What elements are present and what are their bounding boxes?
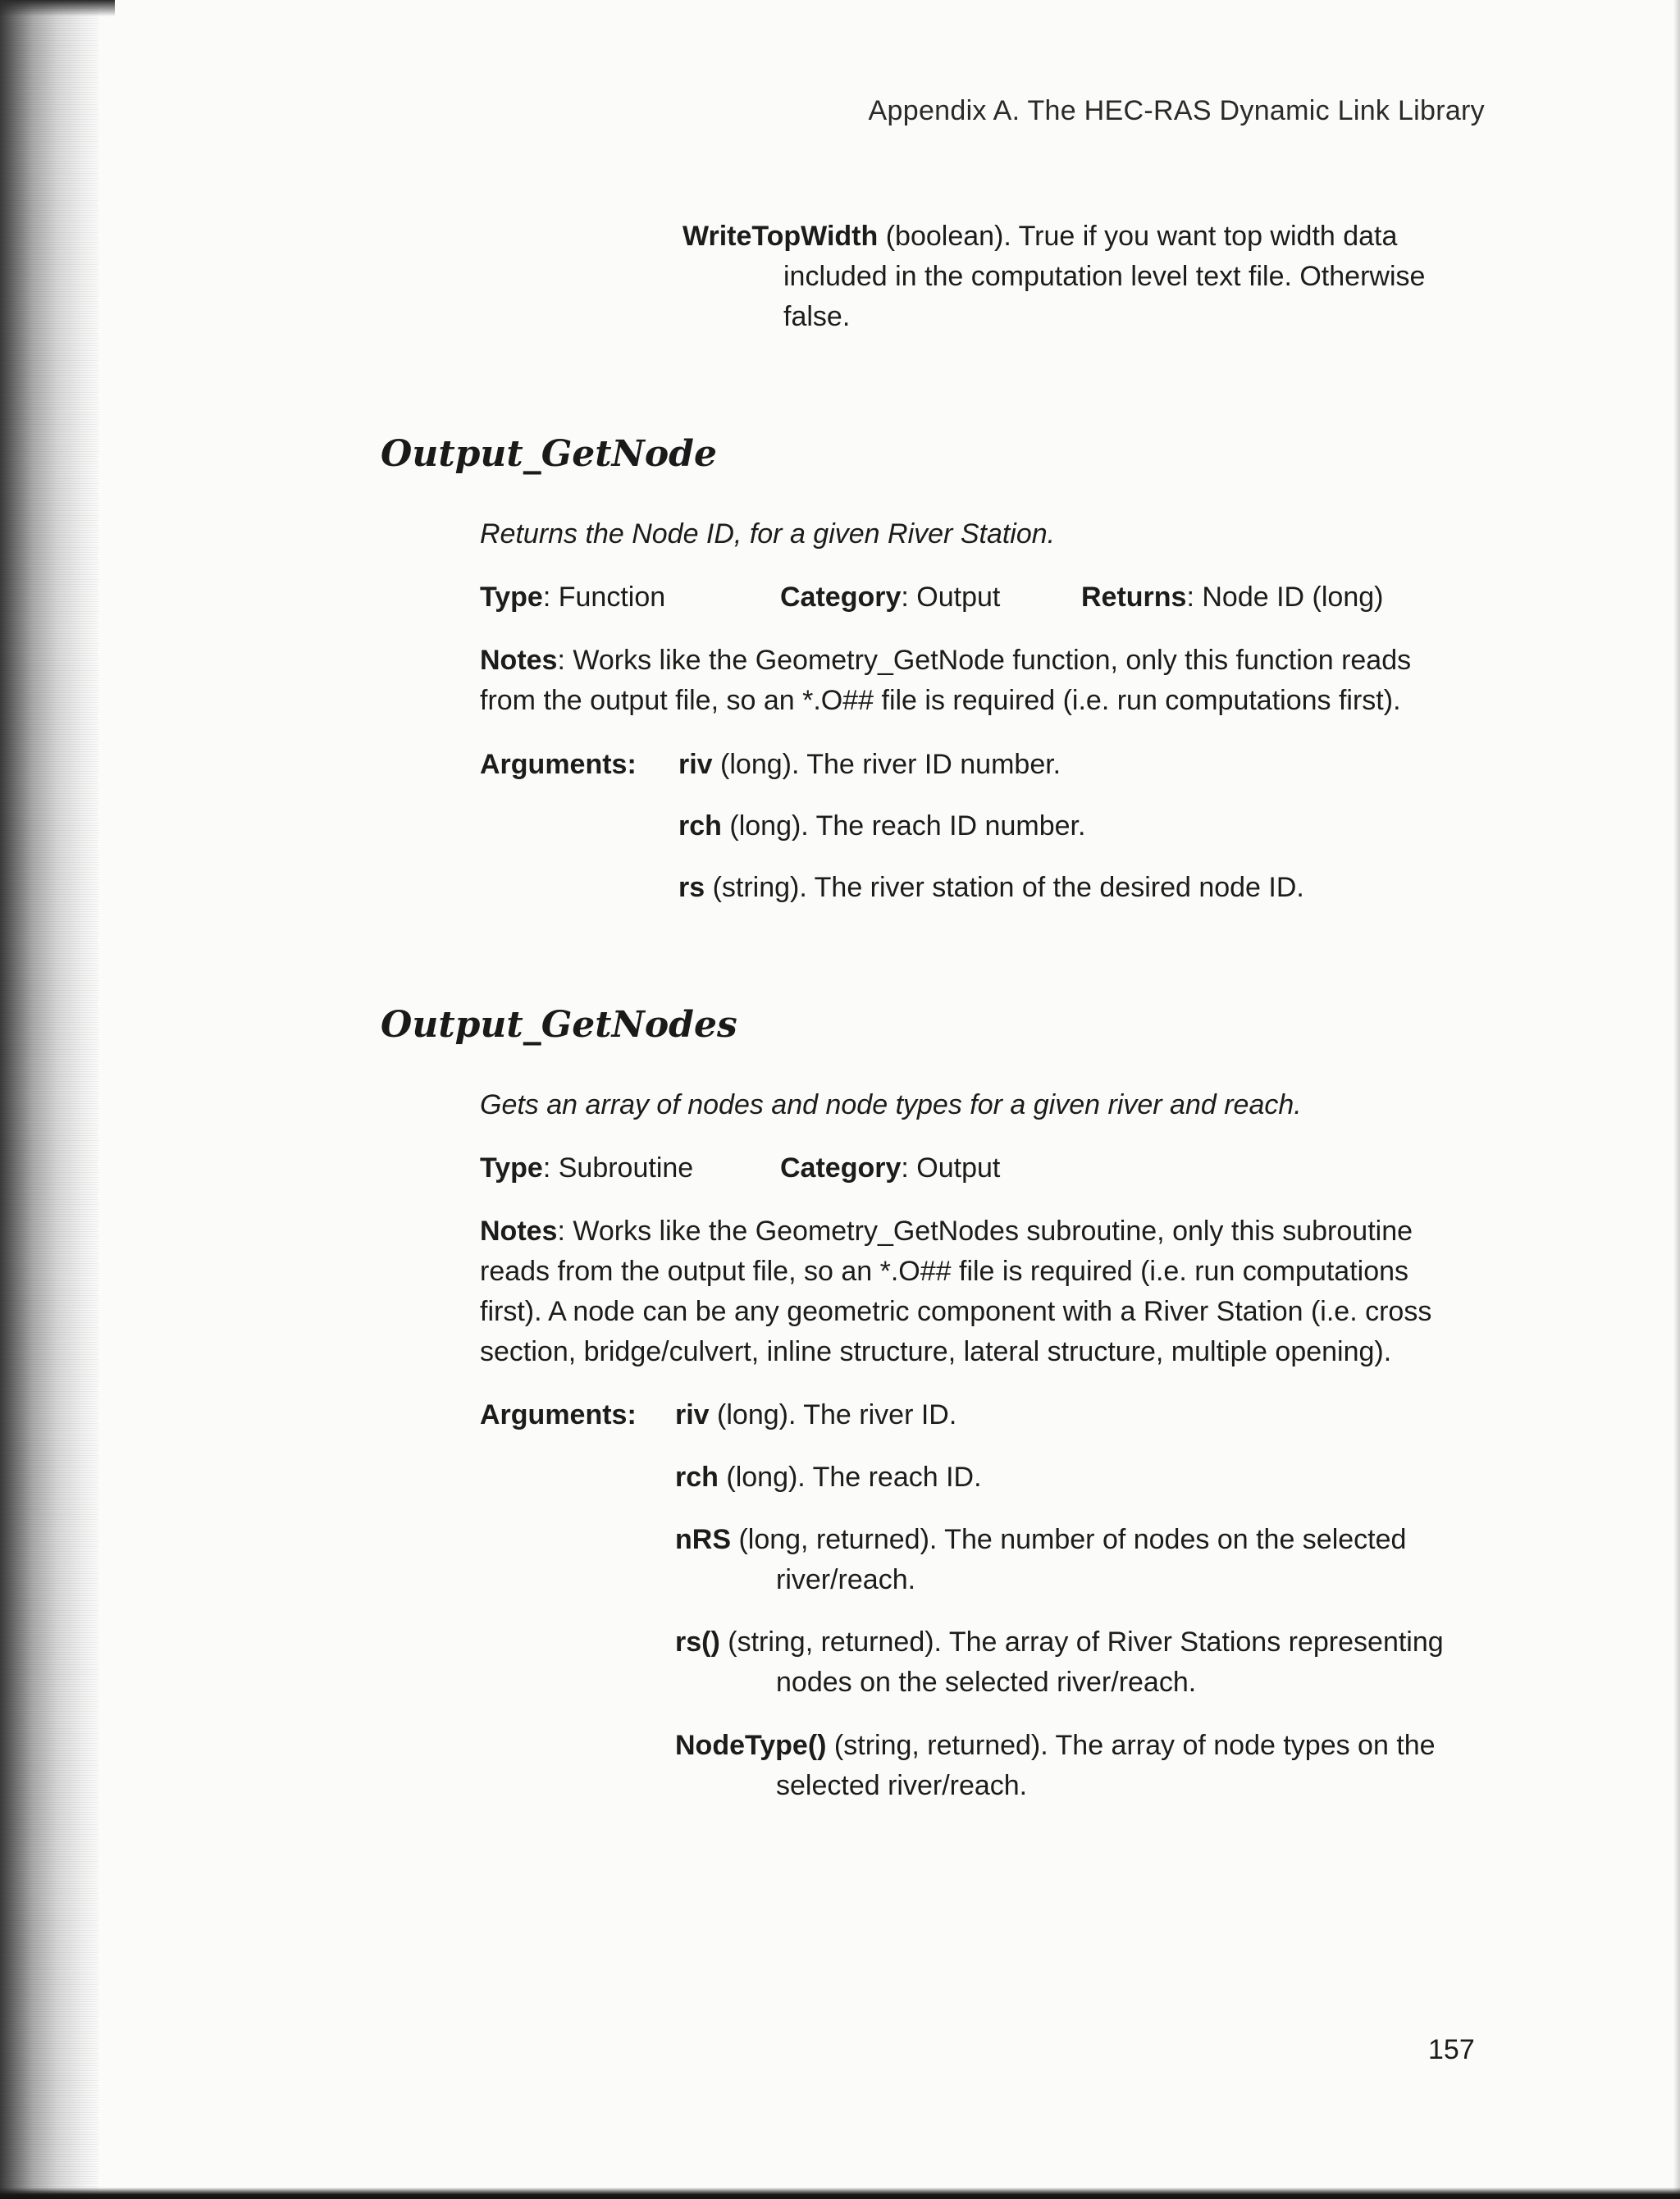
argument-desc: (long). The reach ID.: [718, 1462, 982, 1493]
arguments-label: Arguments:: [480, 749, 637, 780]
param-desc: (boolean). True if you want top width data: [878, 221, 1398, 252]
param-name: WriteTopWidth: [682, 221, 879, 252]
section-notes: [480, 641, 1464, 721]
argument-nodetype: [675, 1726, 1454, 1806]
argument-rch: [678, 806, 1458, 846]
notes-text: : Works like the Geometry_GetNodes subroutine, only this subroutine: [557, 1216, 1413, 1247]
arguments-label: Arguments:: [480, 1399, 637, 1430]
section-title: Output_GetNodes: [381, 1004, 737, 1046]
category-value: : Output: [901, 582, 1001, 613]
argument-desc: (string). The river station of the desired node ID.: [705, 872, 1304, 903]
argument-riv: [675, 1395, 1454, 1435]
param-desc-continued: false.: [783, 301, 851, 332]
notes-label: Notes: [480, 645, 558, 676]
section-notes: [480, 1211, 1464, 1372]
page-number: 157: [1428, 2034, 1475, 2065]
section-summary: Returns the Node ID, for a given River Station.: [480, 518, 1056, 550]
argument-desc-continued: river/reach.: [776, 1564, 916, 1595]
page-bottom-edge: [0, 2188, 1680, 2199]
argument-desc-continued: selected river/reach.: [776, 1770, 1028, 1801]
category-label: Category: [780, 1152, 902, 1184]
argument-line: [675, 1458, 1454, 1498]
argument-name: rch: [675, 1462, 719, 1493]
type-value: : Function: [542, 582, 666, 613]
argument-nrs: [675, 1520, 1454, 1600]
argument-line: [675, 1395, 1454, 1435]
binding-shadow: [0, 0, 98, 2199]
argument-desc: (long). The reach ID number.: [721, 810, 1086, 842]
argument-line: [678, 745, 1458, 785]
argument-name: riv: [678, 749, 713, 780]
notes-label: Notes: [480, 1216, 558, 1247]
category-field: [780, 577, 1000, 618]
type-value: : Subroutine: [542, 1152, 694, 1184]
argument-desc: (string, returned). The array of node types on the: [826, 1730, 1436, 1761]
param-desc-continued: included in the computation level text file. Otherwise: [783, 261, 1426, 292]
argument-name: rs(): [675, 1626, 720, 1658]
category-field: [780, 1148, 1000, 1188]
argument-rs: [675, 1622, 1454, 1703]
category-label: Category: [780, 582, 902, 613]
argument-name: NodeType(): [675, 1730, 827, 1761]
type-field: [480, 577, 665, 618]
section-summary: Gets an array of nodes and node types for a given river and reach.: [480, 1089, 1302, 1120]
argument-riv: [678, 745, 1458, 785]
returns-field: [1081, 577, 1383, 618]
argument-desc: (long). The river ID number.: [712, 749, 1061, 780]
notes-line: section, bridge/culvert, inline structure, lateral structure, multiple opening).: [480, 1336, 1392, 1367]
notes-line: from the output file, so an *.O## file is required (i.e. run computations first).: [480, 685, 1401, 716]
page-right-edge: [1673, 0, 1680, 2199]
param-line: [682, 217, 1462, 257]
running-header: Appendix A. The HEC-RAS Dynamic Link Library: [868, 95, 1485, 126]
argument-desc: (string, returned). The array of River Stations representing: [719, 1626, 1444, 1658]
argument-name: rs: [678, 872, 705, 903]
type-label: Type: [480, 1152, 543, 1184]
notes-line: reads from the output file, so an *.O## file is required (i.e. run computations: [480, 1256, 1409, 1287]
category-value: : Output: [901, 1152, 1001, 1184]
argument-name: nRS: [675, 1524, 731, 1555]
notes-line: [480, 641, 1464, 681]
argument-line: [678, 868, 1458, 908]
argument-line: [678, 806, 1458, 846]
argument-desc: (long). The river ID.: [709, 1399, 957, 1430]
returns-value: : Node ID (long): [1186, 582, 1384, 613]
returns-label: Returns: [1081, 582, 1187, 613]
notes-text: : Works like the Geometry_GetNode function, only this function reads: [557, 645, 1412, 676]
argument-name: rch: [678, 810, 722, 842]
argument-line: [675, 1622, 1454, 1663]
argument-line: [675, 1726, 1454, 1766]
notes-line: first). A node can be any geometric component with a River Station (i.e. cross: [480, 1296, 1432, 1327]
argument-rs: [678, 868, 1458, 908]
section-title: Output_GetNode: [381, 433, 717, 475]
type-label: Type: [480, 582, 543, 613]
notes-line: [480, 1211, 1464, 1252]
argument-desc: (long, returned). The number of nodes on the selected: [731, 1524, 1407, 1555]
argument-desc-continued: nodes on the selected river/reach.: [776, 1667, 1197, 1698]
argument-rch: [675, 1458, 1454, 1498]
argument-line: [675, 1520, 1454, 1560]
scan-corner-shadow: [0, 0, 115, 16]
argument-name: riv: [675, 1399, 710, 1430]
param-writetopwidth: [682, 217, 1462, 337]
type-field: [480, 1148, 693, 1188]
